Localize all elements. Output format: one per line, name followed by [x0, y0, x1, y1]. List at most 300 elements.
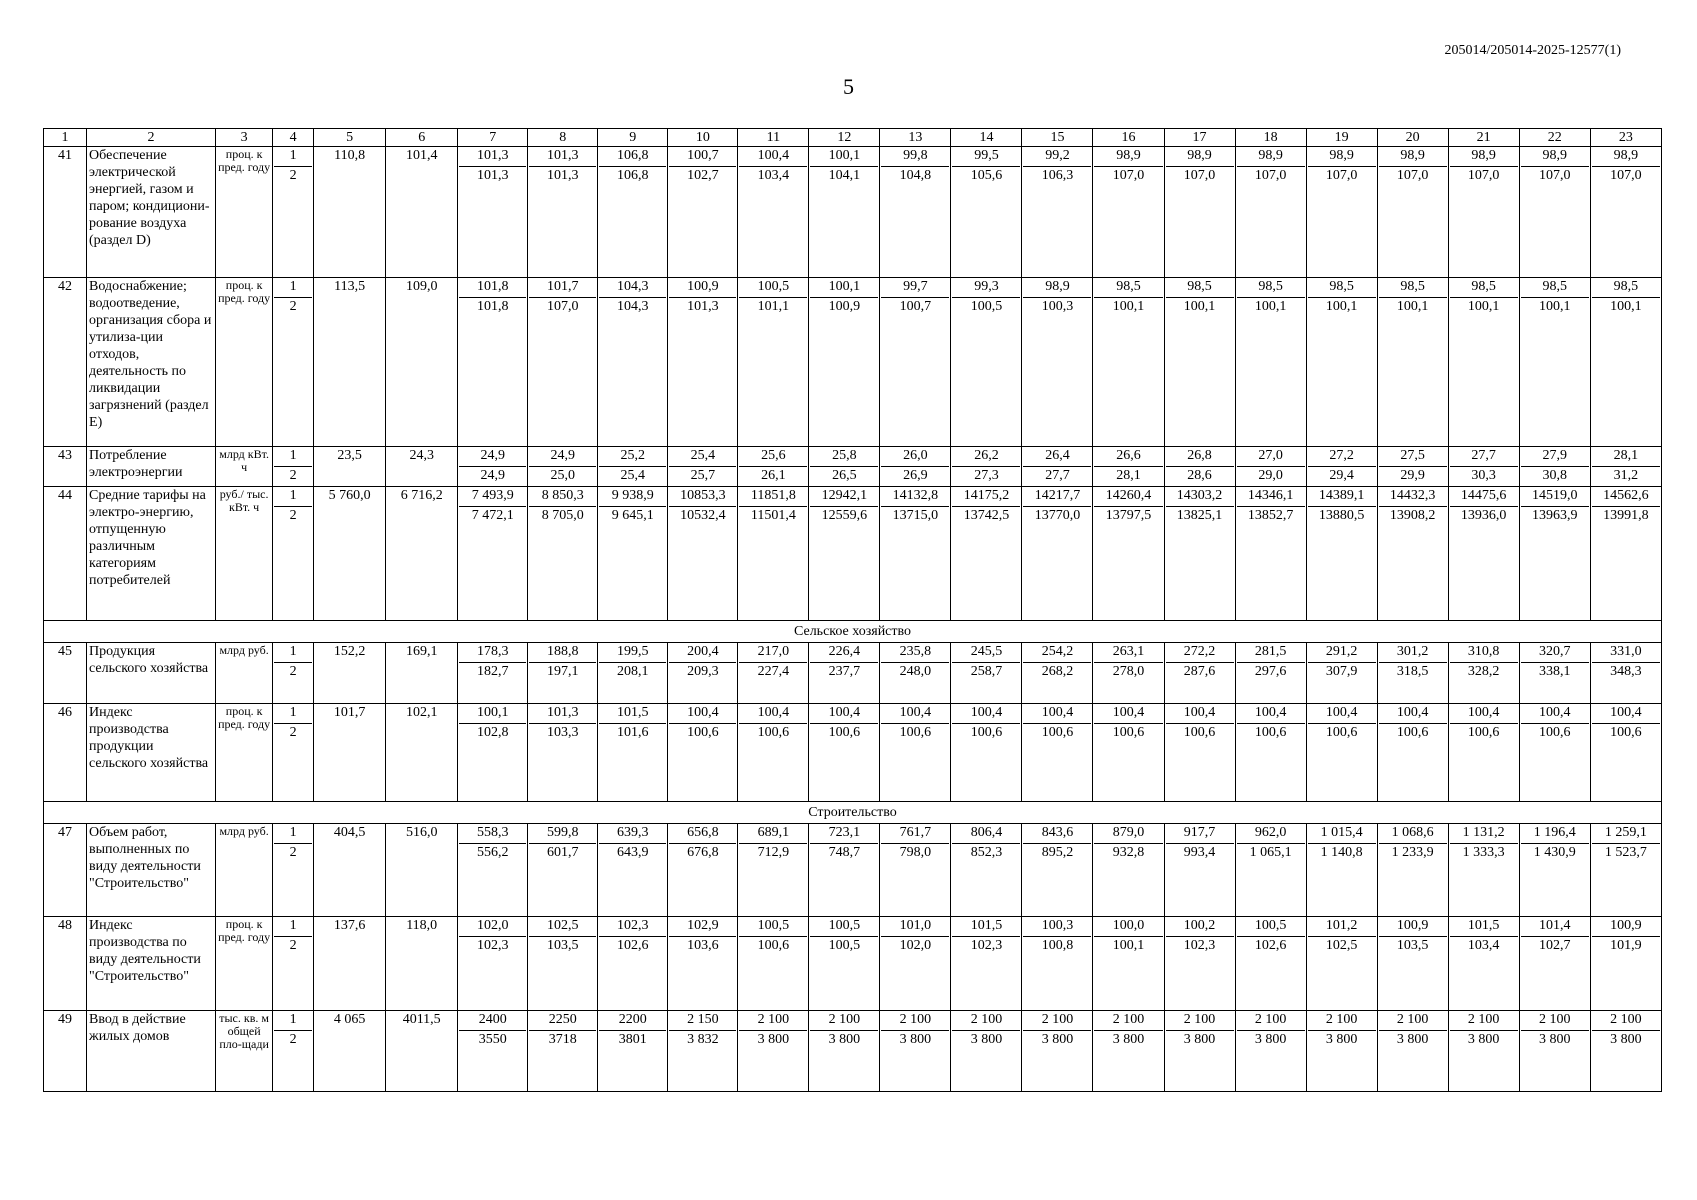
variant-2-value: 104,1 [810, 166, 878, 186]
value-cell: 4 065 [314, 1011, 386, 1092]
year-cell [738, 447, 809, 487]
variant-2-value: 227,4 [739, 662, 807, 682]
variant-1-value: 100,2 [1183, 918, 1216, 933]
header-cell: 23 [1590, 129, 1661, 147]
year-cell [668, 278, 738, 447]
value-cell: 24,3 [386, 447, 458, 487]
variant-2-value: 100,6 [1592, 723, 1660, 743]
header-row [44, 129, 1662, 147]
table-row [44, 487, 1662, 621]
variant-2-value: 101,3 [459, 166, 526, 186]
year-cell [528, 704, 598, 802]
year-cell [738, 1011, 809, 1092]
variant-1-value: 14175,2 [963, 488, 1010, 503]
row-number: 41 [44, 147, 87, 278]
variant-2-value: 13852,7 [1237, 506, 1305, 526]
variant-2-value: 101,1 [739, 297, 807, 317]
year-cell [1164, 487, 1235, 621]
year-cell [1377, 447, 1448, 487]
variant-2-value: 101,3 [669, 297, 736, 317]
unit: руб./ тыс. кВт. ч [216, 487, 273, 621]
variant-cell [273, 278, 314, 447]
year-cell [598, 643, 668, 704]
year-cell [528, 278, 598, 447]
variant-2-value: 1 140,8 [1308, 843, 1376, 863]
variant-2-value: 102,7 [1521, 936, 1589, 956]
variant-1-value: 102,3 [617, 918, 649, 933]
variant-1-value: 101,2 [1325, 918, 1358, 933]
variant-1-value: 26,0 [903, 448, 928, 463]
year-cell [668, 147, 738, 278]
variant-1-value: 100,9 [1610, 918, 1642, 933]
variant-1-value: 14132,8 [892, 488, 939, 503]
variant-1-value: 101,3 [547, 148, 579, 163]
variant-2-value: 103,3 [529, 723, 596, 743]
variant-2-value: 31,2 [1592, 466, 1660, 486]
variant-2-value: 100,6 [1094, 723, 1162, 743]
variant-2-value: 100,6 [739, 936, 807, 956]
variant-1-value: 14519,0 [1531, 488, 1578, 503]
year-cell [1519, 1011, 1590, 1092]
variant-1-value: 99,8 [903, 148, 928, 163]
document-id: 205014/205014-2025-12577(1) [1444, 43, 1621, 58]
variant-2-value: 13991,8 [1592, 506, 1660, 526]
variant-2-value: 3 800 [952, 1030, 1020, 1050]
year-cell [528, 1011, 598, 1092]
header-cell: 16 [1093, 129, 1164, 147]
variant-1-value: 723,1 [828, 825, 861, 840]
variant-1-value: 26,8 [1187, 448, 1212, 463]
variant-1-value: 301,2 [1396, 644, 1429, 659]
variant-2-value: 676,8 [669, 843, 736, 863]
variant-2-value: 3 800 [739, 1030, 807, 1050]
variant-1-value: 101,3 [476, 148, 509, 163]
variant-1-value: 27,5 [1400, 448, 1425, 463]
variant-label: 1 [289, 1012, 297, 1027]
section-title: Строительство [44, 802, 1662, 824]
variant-1-value: 917,7 [1183, 825, 1216, 840]
variant-1-value: 100,5 [757, 279, 790, 294]
variant-1-value: 98,5 [1400, 279, 1425, 294]
header-cell: 7 [458, 129, 528, 147]
value-cell: 109,0 [386, 278, 458, 447]
year-cell [1377, 824, 1448, 917]
variant-1-value: 14303,2 [1176, 488, 1223, 503]
variant-1-value: 98,5 [1329, 279, 1354, 294]
variant-2-value: 748,7 [810, 843, 878, 863]
unit: млрд руб. [216, 824, 273, 917]
variant-1-value: 98,5 [1116, 279, 1141, 294]
variant-2-value: 3801 [599, 1030, 666, 1050]
variant-2-value: 12559,6 [810, 506, 878, 526]
year-cell [880, 824, 951, 917]
year-cell [951, 447, 1022, 487]
row-number: 43 [44, 447, 87, 487]
table-row [44, 824, 1662, 917]
variant-2-value: 3 800 [810, 1030, 878, 1050]
variant-1-value: 100,5 [1254, 918, 1287, 933]
year-cell [458, 917, 528, 1011]
variant-2-value: 3 800 [1450, 1030, 1518, 1050]
variant-1-value: 1 068,6 [1391, 825, 1434, 840]
header-cell: 22 [1519, 129, 1590, 147]
year-cell [458, 278, 528, 447]
variant-1-value: 245,5 [970, 644, 1003, 659]
year-cell [951, 917, 1022, 1011]
value-cell: 101,7 [314, 704, 386, 802]
variant-2-value: 107,0 [529, 297, 596, 317]
year-cell [880, 147, 951, 278]
variant-2-value: 29,0 [1237, 466, 1305, 486]
variant-1-value: 1 196,4 [1533, 825, 1576, 840]
year-cell [1022, 643, 1093, 704]
variant-2-value: 318,5 [1379, 662, 1447, 682]
year-cell [1022, 487, 1093, 621]
year-cell [1164, 1011, 1235, 1092]
variant-label: 1 [289, 279, 297, 294]
year-cell [668, 824, 738, 917]
variant-2-value: 258,7 [952, 662, 1020, 682]
year-cell [668, 487, 738, 621]
unit: проц. к пред. году [216, 917, 273, 1011]
variant-2-value: 101,6 [599, 723, 666, 743]
variant-1-value: 100,4 [899, 705, 932, 720]
table-row [44, 704, 1662, 802]
variant-1-value: 2 100 [1396, 1012, 1429, 1027]
variant-1-value: 331,0 [1610, 644, 1642, 659]
year-cell [1448, 643, 1519, 704]
year-cell [1590, 447, 1661, 487]
variant-1-value: 101,5 [617, 705, 649, 720]
year-cell [1164, 643, 1235, 704]
year-cell [738, 278, 809, 447]
year-cell [458, 704, 528, 802]
year-cell [1306, 643, 1377, 704]
year-cell [1306, 278, 1377, 447]
variant-1-value: 14260,4 [1105, 488, 1152, 503]
variant-1-value: 12942,1 [821, 488, 868, 503]
variant-1-value: 98,9 [1471, 148, 1496, 163]
variant-1-value: 99,3 [974, 279, 999, 294]
variant-1-value: 320,7 [1538, 644, 1571, 659]
year-cell [598, 704, 668, 802]
year-cell [1448, 704, 1519, 802]
variant-1-value: 761,7 [899, 825, 932, 840]
year-cell [458, 447, 528, 487]
variant-1-value: 281,5 [1254, 644, 1287, 659]
year-cell [458, 824, 528, 917]
indicator-name: Водоснабжение; водоотведение, организация сбора и утилиза-ции отходов, деятельность по ликвидации загрязнений (раздел E) [87, 278, 216, 447]
year-cell [1519, 824, 1590, 917]
variant-2-value: 105,6 [952, 166, 1020, 186]
value-cell: 404,5 [314, 824, 386, 917]
variant-2-value: 13770,0 [1023, 506, 1091, 526]
variant-1-value: 98,5 [1187, 279, 1212, 294]
year-cell [1022, 278, 1093, 447]
variant-1-value: 14389,1 [1318, 488, 1365, 503]
variant-2-value: 268,2 [1023, 662, 1091, 682]
variant-1-value: 100,4 [757, 148, 790, 163]
year-cell [880, 643, 951, 704]
page-number: 5 [843, 74, 854, 99]
variant-2-value: 29,4 [1308, 466, 1376, 486]
table-row [44, 1011, 1662, 1092]
variant-1-value: 100,4 [1183, 705, 1216, 720]
year-cell [1448, 487, 1519, 621]
year-cell [809, 824, 880, 917]
variant-1-value: 100,4 [1396, 705, 1429, 720]
variant-1-value: 2 100 [757, 1012, 790, 1027]
year-cell [1235, 447, 1306, 487]
year-cell [1448, 824, 1519, 917]
header-cell: 4 [273, 129, 314, 147]
year-cell [458, 1011, 528, 1092]
year-cell [1519, 917, 1590, 1011]
year-cell [1093, 643, 1164, 704]
variant-1-value: 26,4 [1045, 448, 1070, 463]
variant-1-value: 98,9 [1542, 148, 1567, 163]
variant-1-value: 27,7 [1471, 448, 1496, 463]
variant-2-value: 100,6 [1450, 723, 1518, 743]
variant-1-value: 101,3 [547, 705, 579, 720]
row-number: 49 [44, 1011, 87, 1092]
year-cell [668, 447, 738, 487]
variant-2-value: 100,1 [1592, 297, 1660, 317]
year-cell [1590, 278, 1661, 447]
variant-cell [273, 447, 314, 487]
variant-1-value: 200,4 [687, 644, 719, 659]
year-cell [1590, 824, 1661, 917]
variant-2-value: 100,1 [1166, 297, 1234, 317]
year-cell [1022, 917, 1093, 1011]
header-cell: 3 [216, 129, 273, 147]
value-cell: 137,6 [314, 917, 386, 1011]
year-cell [528, 824, 598, 917]
variant-2-value: 993,4 [1166, 843, 1234, 863]
variant-2-value: 26,5 [810, 466, 878, 486]
year-cell [809, 147, 880, 278]
variant-2-value: 103,5 [529, 936, 596, 956]
variant-1-value: 843,6 [1041, 825, 1074, 840]
variant-label: 2 [274, 466, 312, 486]
variant-label: 2 [274, 297, 312, 317]
variant-2-value: 103,6 [669, 936, 736, 956]
variant-2-value: 100,1 [1094, 297, 1162, 317]
year-cell [738, 704, 809, 802]
variant-2-value: 27,7 [1023, 466, 1091, 486]
variant-1-value: 101,5 [970, 918, 1003, 933]
year-cell [809, 1011, 880, 1092]
year-cell [598, 278, 668, 447]
variant-2-value: 107,0 [1592, 166, 1660, 186]
year-cell [880, 487, 951, 621]
variant-2-value: 103,4 [1450, 936, 1518, 956]
header-cell: 15 [1022, 129, 1093, 147]
variant-1-value: 100,3 [1041, 918, 1074, 933]
year-cell [951, 487, 1022, 621]
year-cell [1519, 147, 1590, 278]
year-cell [1022, 824, 1093, 917]
value-cell: 110,8 [314, 147, 386, 278]
year-cell [458, 643, 528, 704]
variant-2-value: 10532,4 [669, 506, 736, 526]
variant-1-value: 806,4 [970, 825, 1003, 840]
variant-1-value: 9 938,9 [611, 488, 654, 503]
variant-2-value: 100,6 [739, 723, 807, 743]
value-cell: 152,2 [314, 643, 386, 704]
unit: млрд руб. [216, 643, 273, 704]
year-cell [1093, 278, 1164, 447]
header-cell: 5 [314, 129, 386, 147]
variant-1-value: 7 493,9 [471, 488, 514, 503]
variant-2-value: 102,8 [459, 723, 526, 743]
variant-2-value: 197,1 [529, 662, 596, 682]
variant-2-value: 287,6 [1166, 662, 1234, 682]
variant-1-value: 2 100 [1112, 1012, 1145, 1027]
variant-2-value: 100,6 [1521, 723, 1589, 743]
year-cell [809, 643, 880, 704]
variant-1-value: 11851,8 [750, 488, 796, 503]
variant-1-value: 10853,3 [680, 488, 726, 503]
variant-2-value: 26,1 [739, 466, 807, 486]
variant-2-value: 712,9 [739, 843, 807, 863]
year-cell [1306, 487, 1377, 621]
variant-1-value: 101,7 [547, 279, 579, 294]
variant-2-value: 13880,5 [1308, 506, 1376, 526]
variant-2-value: 208,1 [599, 662, 666, 682]
variant-2-value: 3 800 [1308, 1030, 1376, 1050]
year-cell [1235, 704, 1306, 802]
year-cell [809, 487, 880, 621]
year-cell [1164, 704, 1235, 802]
variant-2-value: 28,6 [1166, 466, 1234, 486]
year-cell [1306, 824, 1377, 917]
variant-2-value: 107,0 [1379, 166, 1447, 186]
variant-2-value: 3 800 [1379, 1030, 1447, 1050]
variant-1-value: 199,5 [617, 644, 649, 659]
year-cell [1022, 447, 1093, 487]
table-row [44, 147, 1662, 278]
year-cell [598, 147, 668, 278]
year-cell [1235, 1011, 1306, 1092]
variant-1-value: 1 259,1 [1604, 825, 1647, 840]
header-cell: 11 [738, 129, 809, 147]
variant-2-value: 107,0 [1450, 166, 1518, 186]
variant-2-value: 13742,5 [952, 506, 1020, 526]
value-cell: 101,4 [386, 147, 458, 278]
variant-2-value: 100,9 [810, 297, 878, 317]
variant-1-value: 8 850,3 [541, 488, 584, 503]
year-cell [951, 704, 1022, 802]
variant-2-value: 100,6 [952, 723, 1020, 743]
table-row [44, 447, 1662, 487]
header-cell: 14 [951, 129, 1022, 147]
variant-1-value: 656,8 [687, 825, 719, 840]
value-cell: 118,0 [386, 917, 458, 1011]
variant-1-value: 100,4 [1041, 705, 1074, 720]
variant-1-value: 26,2 [974, 448, 999, 463]
year-cell [1377, 917, 1448, 1011]
variant-1-value: 2 100 [1610, 1012, 1642, 1027]
year-cell [738, 643, 809, 704]
header-cell: 8 [528, 129, 598, 147]
variant-2-value: 3 800 [1592, 1030, 1660, 1050]
row-number: 47 [44, 824, 87, 917]
variant-2-value: 1 523,7 [1592, 843, 1660, 863]
variant-2-value: 643,9 [599, 843, 666, 863]
year-cell [1235, 147, 1306, 278]
variant-1-value: 101,8 [476, 279, 509, 294]
variant-1-value: 254,2 [1041, 644, 1074, 659]
indicator-name: Индекс производства по виду деятельности "Строительство" [87, 917, 216, 1011]
year-cell [598, 487, 668, 621]
variant-1-value: 310,8 [1467, 644, 1500, 659]
variant-1-value: 100,4 [1325, 705, 1358, 720]
variant-1-value: 27,2 [1329, 448, 1354, 463]
header-cell: 6 [386, 129, 458, 147]
header-cell: 17 [1164, 129, 1235, 147]
variant-2-value: 3 800 [1237, 1030, 1305, 1050]
unit: проц. к пред. году [216, 278, 273, 447]
year-cell [598, 1011, 668, 1092]
variant-2-value: 11501,4 [739, 506, 807, 526]
header-cell: 20 [1377, 129, 1448, 147]
variant-2-value: 100,6 [881, 723, 949, 743]
variant-2-value: 106,8 [599, 166, 666, 186]
year-cell [528, 447, 598, 487]
indicator-name: Потребление электроэнергии [87, 447, 216, 487]
variant-1-value: 99,2 [1045, 148, 1070, 163]
variant-1-value: 101,5 [1467, 918, 1500, 933]
year-cell [1306, 1011, 1377, 1092]
variant-label: 2 [274, 166, 312, 186]
variant-1-value: 24,9 [550, 448, 575, 463]
variant-1-value: 25,2 [620, 448, 646, 463]
variant-2-value: 25,4 [599, 466, 666, 486]
variant-2-value: 13908,2 [1379, 506, 1447, 526]
variant-1-value: 101,0 [899, 918, 932, 933]
year-cell [880, 447, 951, 487]
year-cell [1590, 147, 1661, 278]
variant-2-value: 237,7 [810, 662, 878, 682]
variant-1-value: 102,0 [476, 918, 509, 933]
year-cell [1519, 278, 1590, 447]
year-cell [1519, 447, 1590, 487]
year-cell [458, 487, 528, 621]
indicator-name: Индекс производства продукции сельского хозяйства [87, 704, 216, 802]
variant-1-value: 2250 [548, 1012, 577, 1027]
variant-2-value: 3 832 [669, 1030, 736, 1050]
year-cell [1306, 917, 1377, 1011]
variant-1-value: 100,1 [476, 705, 509, 720]
variant-2-value: 328,2 [1450, 662, 1518, 682]
value-cell: 6 716,2 [386, 487, 458, 621]
year-cell [1093, 447, 1164, 487]
year-cell [880, 278, 951, 447]
indicator-name: Ввод в действие жилых домов [87, 1011, 216, 1092]
variant-2-value: 100,1 [1237, 297, 1305, 317]
year-cell [951, 643, 1022, 704]
year-cell [1235, 643, 1306, 704]
unit: тыс. кв. м общей пло-щади [216, 1011, 273, 1092]
variant-2-value: 29,9 [1379, 466, 1447, 486]
variant-1-value: 2 150 [687, 1012, 719, 1027]
variant-cell [273, 643, 314, 704]
variant-1-value: 100,1 [828, 279, 861, 294]
variant-2-value: 100,1 [1450, 297, 1518, 317]
table-row [44, 278, 1662, 447]
variant-1-value: 14475,6 [1460, 488, 1507, 503]
